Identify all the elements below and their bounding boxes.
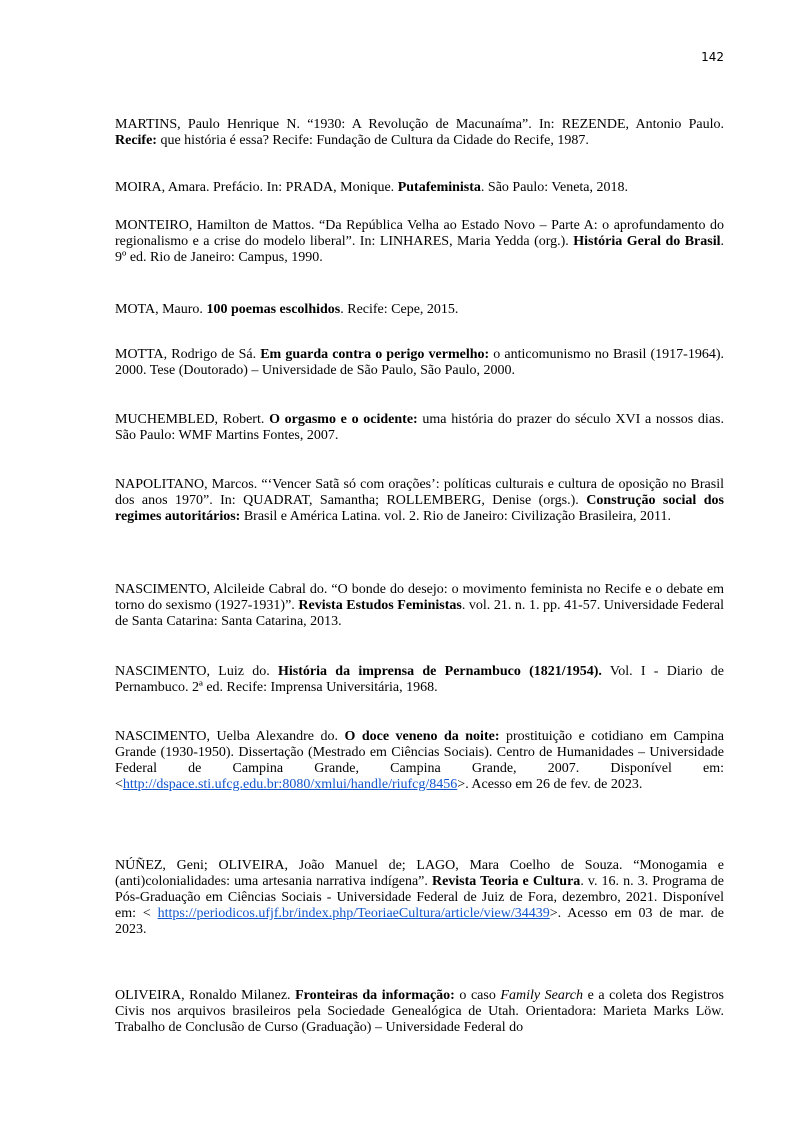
reference-entry: MONTEIRO, Hamilton de Mattos. “Da República Velha ao Estado Novo – Parte A: o aprofundamento do regionalismo e a crise do modelo liberal”. In: LINHARES, Maria Yedda (org.). História Geral do Brasil. 9º ed. Rio de Janeiro: Campus, 1990. [115, 218, 724, 265]
reference-entry: MOTA, Mauro. 100 poemas escolhidos. Recife: Cepe, 2015. [115, 302, 459, 317]
reference-entry: NASCIMENTO, Alcileide Cabral do. “O bonde do desejo: o movimento feminista no Recife e o debate em torno do sexismo (1927-1931)”. Revista Estudos Feministas. vol. 21. n. 1. pp. 41-57. Universidade Federal de Santa Catarina: Santa Catarina, 2013. [115, 582, 724, 629]
reference-link[interactable]: https://periodicos.ufjf.br/index.php/TeoriaeCultura/article/view/34439 [157, 906, 550, 921]
reference-entry: OLIVEIRA, Ronaldo Milanez. Fronteiras da informação: o caso Family Search e a coleta dos Registros Civis nos arquivos brasileiros pela Sociedade Genealógica de Utah. Orientadora: Marieta Marks Löw. Trabalho de Conclusão de Curso (Graduação) – Universidade Federal do [115, 988, 724, 1035]
reference-entry: NASCIMENTO, Luiz do. História da imprensa de Pernambuco (1821/1954). Vol. I - Diario de Pernambuco. 2ª ed. Recife: Imprensa Universitária, 1968. [115, 664, 724, 695]
reference-entry: NASCIMENTO, Uelba Alexandre do. O doce veneno da noite: prostituição e cotidiano em Campina Grande (1930-1950). Dissertação (Mestrado em Ciências Sociais). Centro de Humanidades – Universidade Federal de Campina Grande, Campina Grande, 2007. Disponível em: <http://dspace.sti.ufcg.edu.br:8080/xmlui/handle/riufcg/8456>. Acesso em 26 de fev. de 2023. [115, 729, 724, 792]
reference-entry: MOIRA, Amara. Prefácio. In: PRADA, Monique. Putafeminista. São Paulo: Veneta, 2018. [115, 180, 629, 195]
reference-entry: MOTTA, Rodrigo de Sá. Em guarda contra o perigo vermelho: o anticomunismo no Brasil (1917-1964). 2000. Tese (Doutorado) – Universidade de São Paulo, São Paulo, 2000. [115, 347, 724, 378]
reference-entry: NAPOLITANO, Marcos. “‘Vencer Satã só com orações’: políticas culturais e cultura de oposição no Brasil dos anos 1970”. In: QUADRAT, Samantha; ROLLEMBERG, Denise (orgs.). Construção social dos regimes autoritários: Brasil e América Latina. vol. 2. Rio de Janeiro: Civilização Brasileira, 2011. [115, 477, 724, 524]
reference-link[interactable]: http://dspace.sti.ufcg.edu.br:8080/xmlui/handle/riufcg/8456 [122, 777, 458, 792]
reference-entry: NÚÑEZ, Geni; OLIVEIRA, João Manuel de; LAGO, Mara Coelho de Souza. “Monogamia e (anti)colonialidades: uma artesania narrativa indígena”. Revista Teoria e Cultura. v. 16. n. 3. Programa de Pós-Graduação em Ciências Sociais - Universidade Federal de Juiz de Fora, dezembro, 2021. Disponível em: < https://periodicos.ufjf.br/index.php/TeoriaeCultura/article/view/34439>. Acesso em 03 de mar. de 2023. [115, 858, 725, 937]
reference-entry: MARTINS, Paulo Henrique N. “1930: A Revolução de Macunaíma”. In: REZENDE, Antonio Paulo. Recife: que história é essa? Recife: Fundação de Cultura da Cidade do Recife, 1987. [115, 117, 724, 148]
page-number: 142 [701, 50, 724, 64]
reference-entry: MUCHEMBLED, Robert. O orgasmo e o ocidente: uma história do prazer do século XVI a nossos dias. São Paulo: WMF Martins Fontes, 2007. [115, 412, 724, 443]
